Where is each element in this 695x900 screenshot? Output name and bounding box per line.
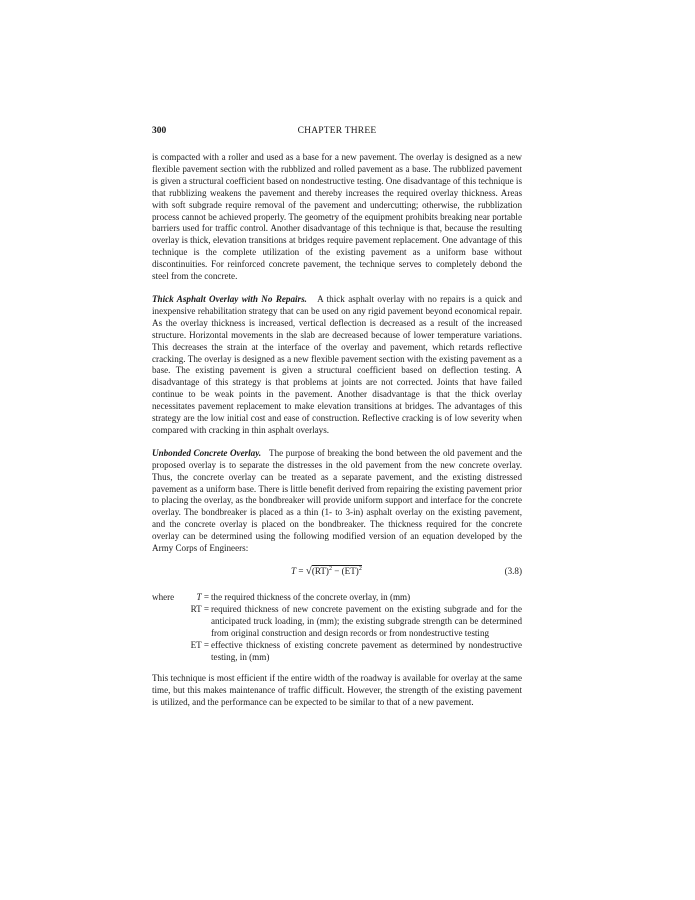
section-run-in-heading: Unbonded Concrete Overlay. <box>152 447 262 458</box>
paragraph-rubblization: is compacted with a roller and used as a base for a new pavement. The overlay is designed as a new flexible pavement section with the rubblized and rolled pavement as a base. The rubblized pavement is given a structural coefficient based on nondestructive testing. One disadvantage of this technique is that rubblizing weakens the pavement and thereby increases the required overlay thickness. Areas with soft subgrade require removal of the pavement and undercutting; otherwise, the rubblization process cannot be achieved properly. The geometry of the equipment prohibits breaking near portable barriers used for traffic control. Another disadvantage of this technique is that, because the resulting overlay is thick, elevation transitions at bridges require pavement replacement. One advantage of this technique is the complete utilization of the existing pavement as a uniform base without discontinuities. For reinforced concrete pavement, the technique serves to completely debond the steel from the concrete. <box>152 152 522 282</box>
definition-item <box>152 604 522 640</box>
paragraph-thick-asphalt-overlay <box>152 294 522 437</box>
radicand <box>312 565 362 576</box>
definition-text: the required thickness of the concrete overlay, in (mm) <box>211 592 411 602</box>
paragraph-body: A thick asphalt overlay with no repairs is a quick and inexpensive rehabilitation strategy that can be used on any rigid pavement beyond economical repair. As the overlay thickness is increased, vertical deflection is decreased as a result of the increased structure. Horizontal movements in the slab are decreased because of lower temperature variations. This decreases the strain at the interface of the overlay and pavement, which retards reflective cracking. The overlay is designed as a new flexible pavement section with the existing pavement as a base. The existing pavement is given a structural coefficient based on deflection testing. A disadvantage of this strategy is that problems at joints are not corrected. Joints that have failed continue to be weak points in the pavement. Another disadvantage is that the thick overlay necessitates pavement replacement to make elevation transitions at bridges. The advantages of this strategy are the low initial cost and ease of construction. Reflective cracking is of low severity when compared with cracking in thin asphalt overlays. <box>152 293 523 435</box>
equation-exponent: 2 <box>328 566 332 572</box>
equation-equals: = <box>298 566 304 576</box>
section-run-in-heading: Thick Asphalt Overlay with No Repairs. <box>152 293 307 304</box>
equation-exponent: 2 <box>358 566 362 572</box>
paragraph-body: The purpose of breaking the bond between the old pavement and the proposed overlay is to separate the distresses in the old pavement from the new concrete overlay. Thus, the concrete overlay can be treated as a separate pavement, and the existing distressed pavement as a uniform base. There is little benefit derived from repairing the existing pavement prior to placing the overlay, as the bondbreaker will provide uniform support and interface for the concrete overlay. The bondbreaker is placed as a thin (1- to 3-in) asphalt overlay on the existing pavement, and the concrete overlay is placed on the bondbreaker. The thickness required for the concrete overlay can be determined using the following modified version of an equation developed by the Army Corps of Engineers: <box>152 447 522 554</box>
definition-symbol: T = <box>196 592 209 602</box>
chapter-title: CHAPTER THREE <box>297 126 377 136</box>
equation-minus: − <box>334 566 340 576</box>
definition-text: effective thickness of existing concrete pavement as determined by nondestructive testing, in (mm) <box>211 639 522 662</box>
equation-term-et: (ET) <box>341 566 359 576</box>
running-header <box>152 124 522 138</box>
equation-term-rt: (RT) <box>311 566 329 576</box>
definition-text: required thickness of new concrete pavement on the existing subgrade and for the anticipated truck loading, in (mm); the existing subgrade strength can be determined from original construction and design records or from nondestructive testing <box>211 603 522 638</box>
body-text <box>152 152 522 709</box>
paragraph-unbonded-concrete-overlay <box>152 448 522 555</box>
square-root-symbol: √ <box>305 565 312 577</box>
definition-symbol: RT = <box>190 603 209 614</box>
variable-definitions <box>152 592 522 663</box>
equation-expression <box>291 566 362 578</box>
paragraph-conclusion: This technique is most efficient if the entire width of the roadway is available for overlay at the same time, but this makes maintenance of traffic difficult. However, the strength of the existing pavement is utilized, and the performance can be expected to be similar to that of a new pavement. <box>152 673 522 708</box>
where-label: where <box>152 592 175 602</box>
equation-lhs: T <box>291 566 297 576</box>
definition-symbol: ET = <box>190 639 209 650</box>
equation-number: (3.8) <box>504 566 522 576</box>
definition-item <box>152 640 522 664</box>
equation-3-8 <box>152 566 522 580</box>
definition-item <box>152 592 522 604</box>
page-number: 300 <box>152 126 167 136</box>
